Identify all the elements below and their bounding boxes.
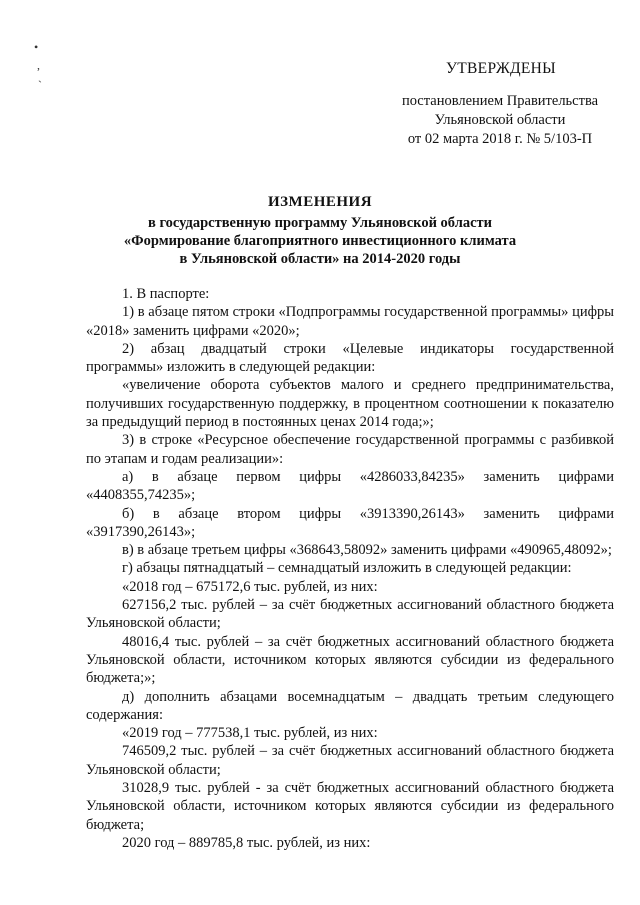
paragraph: «увеличение оборота субъектов малого и среднего предпринимательства, получивших государственную поддержку, в процентном соотношении к показателю за предыдущий период в постоянных ценах 2014 года;»;: [86, 377, 614, 431]
approval-stamp-label: УТВЕРЖДЕНЫ: [446, 60, 556, 77]
paragraph: 31028,9 тыс. рублей - за счёт бюджетных ассигнований областного бюджета Ульяновской области, источником которых являются субсидии из федерального бюджета;: [86, 780, 614, 833]
paragraph: 2) абзац двадцатый строки «Целевые индикаторы государственной программы» изложить в следующей редакции:: [86, 340, 614, 376]
title-line: в Ульяновской области» на 2014-2020 годы: [179, 251, 461, 267]
decree-line: постановлением Правительства: [401, 93, 599, 109]
title-heading: ИЗМЕНЕНИЯ: [267, 194, 373, 210]
document-body: [86, 285, 614, 852]
decree-line: от 02 марта 2018 г. № 5/103-П: [407, 131, 593, 147]
title-line: в государственную программу Ульяновской области: [147, 215, 492, 231]
document-title: [80, 193, 560, 268]
paragraph: «2019 год – 777538,1 тыс. рублей, из них:: [122, 725, 378, 742]
paragraph: 48016,4 тыс. рублей – за счёт бюджетных ассигнований областного бюджета Ульяновской области, источником которых являются субсидии из федерального бюджета;»;: [86, 633, 614, 687]
paragraph: д) дополнить абзацами восемнадцатым – двадцать третьим следующего содержания:: [86, 688, 614, 723]
scan-mark: •: [34, 40, 39, 54]
paragraph: 2020 год – 889785,8 тыс. рублей, из них:: [122, 834, 371, 851]
decree-line: Ульяновской области: [434, 112, 566, 128]
paragraph: г) абзацы пятнадцатый – семнадцатый изложить в следующей редакции:: [122, 560, 572, 577]
decree-reference: [380, 92, 620, 149]
paragraph: 746509,2 тыс. рублей – за счёт бюджетных ассигнований областного бюджета Ульяновской области;: [86, 743, 614, 778]
paragraph: «2018 год – 675172,6 тыс. рублей, из них:: [122, 578, 378, 595]
paragraph: 627156,2 тыс. рублей – за счёт бюджетных ассигнований областного бюджета Ульяновской области;: [86, 597, 614, 632]
paragraph: а) в абзаце первом цифры «4286033,84235» заменить цифрами «4408355,74235»;: [86, 468, 614, 504]
paragraph: в) в абзаце третьем цифры «368643,58092» заменить цифрами «490965,48092»;: [122, 542, 612, 559]
paragraph: 1. В паспорте:: [122, 286, 210, 302]
paragraph: 3) в строке «Ресурсное обеспечение государственной программы с разбивкой по этапам и годам реализации»:: [86, 432, 614, 467]
title-line: «Формирование благоприятного инвестиционного климата: [123, 233, 517, 249]
paragraph: б) в абзаце втором цифры «3913390,26143» заменить цифрами «3917390,26143»;: [86, 505, 614, 540]
scan-mark: ,: [37, 58, 40, 72]
scan-mark: `: [38, 78, 42, 92]
paragraph: 1) в абзаце пятом строки «Подпрограммы государственной программы» цифры «2018» заменить цифрами «2020»;: [86, 304, 614, 339]
